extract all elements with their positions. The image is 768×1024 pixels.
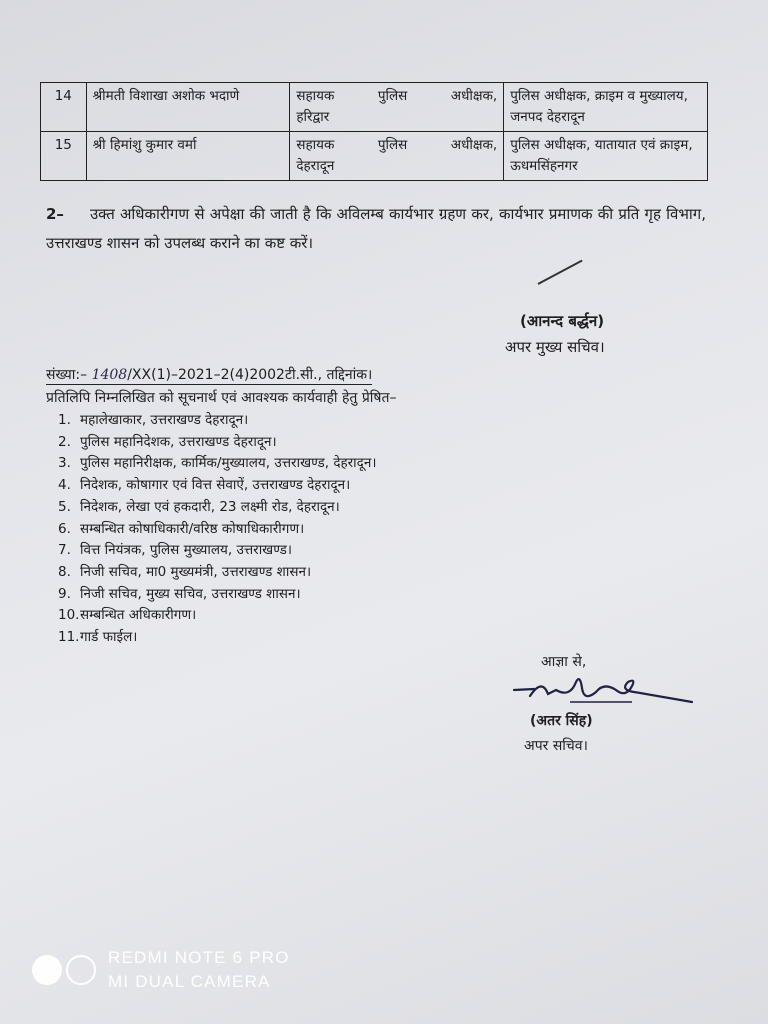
paragraph-number: 2– [46, 205, 64, 223]
current-post-word: सहायक [296, 88, 335, 104]
list-number: 1. [58, 412, 71, 428]
table-row [41, 83, 708, 132]
list-number: 9. [58, 585, 71, 602]
officer-name: श्रीमती विशाखा अशोक भदाणे [86, 83, 290, 132]
reference-number [46, 366, 372, 385]
officer-name: श्री हिमांशु कुमार वर्मा [86, 132, 290, 181]
list-item [58, 410, 376, 432]
list-item [58, 453, 376, 475]
list-text: निजी सचिव, मा0 मुख्यमंत्री, उत्तराखण्ड शासन। [80, 563, 312, 580]
current-post-word: पुलिस [377, 88, 408, 104]
signatory-name: (आनन्द बर्द्धन) [520, 312, 605, 330]
camera-type: MI DUAL CAMERA [108, 972, 271, 991]
list-number: 5. [58, 498, 71, 515]
reference-prefix: संख्या:– [46, 367, 88, 383]
list-item [58, 584, 376, 606]
list-text: सम्बन्धित अधिकारीगण। [80, 607, 197, 624]
current-post-word: अधीक्षक, [450, 88, 498, 104]
officer-transfer-table [40, 82, 708, 181]
list-number: 2. [58, 433, 71, 450]
list-number: 4. [58, 477, 71, 494]
list-number: 11. [58, 629, 80, 646]
filled-circle-icon [32, 955, 62, 985]
list-text: महालेखाकार, उत्तराखण्ड देहरादून। [80, 412, 249, 428]
list-number: 6. [58, 520, 71, 537]
table-row [41, 132, 708, 181]
reference-rest: /XX(1)–2021–2(4)2002टी.सी., तद्दिनांक। [127, 367, 373, 383]
list-item [58, 519, 376, 541]
list-number: 10. [58, 607, 80, 624]
list-text: सम्बन्धित कोषाधिकारी/वरिष्ठ कोषाधिकारीगण। [80, 520, 305, 537]
list-text: निजी सचिव, मुख्य सचिव, उत्तराखण्ड शासन। [80, 585, 301, 602]
list-text: निदेशक, लेखा एवं हकदारी, 23 लक्ष्मी रोड, देहरादून। [80, 498, 340, 515]
list-text: वित्त नियंत्रक, पुलिस मुख्यालय, उत्तराखण्ड। [80, 542, 292, 559]
copy-intro: प्रतिलिपि निम्नलिखित को सूचनार्थ एवं आवश्यक कार्यवाही हेतु प्रेषित– [46, 390, 397, 406]
list-item [58, 540, 376, 562]
current-post [290, 83, 504, 132]
list-text: पुलिस महानिरीक्षक, कार्मिक/मुख्यालय, उत्तराखण्ड, देहरादून। [80, 455, 377, 472]
list-number: 3. [58, 455, 71, 472]
current-post-location: हरिद्वार [296, 109, 330, 125]
current-post [290, 132, 504, 181]
instruction-paragraph [46, 200, 706, 258]
list-text: गार्ड फाईल। [80, 629, 138, 646]
list-number: 8. [58, 563, 71, 580]
camera-model: REDMI NOTE 6 PRO [108, 948, 290, 967]
new-post: पुलिस अधीक्षक, यातायात एवं क्राइम, ऊधमसिंहनगर [504, 132, 708, 181]
by-order-text: आज्ञा से, [541, 654, 587, 670]
handwritten-number: 1408 [91, 367, 128, 383]
list-item [58, 562, 376, 584]
current-post-word: अधीक्षक, [450, 137, 498, 153]
list-item [58, 605, 376, 627]
list-number: 7. [58, 542, 71, 559]
row-number: 14 [41, 83, 87, 132]
list-item [58, 627, 376, 649]
row-number: 15 [41, 132, 87, 181]
distribution-list [58, 410, 376, 649]
list-item [58, 432, 376, 454]
current-post-word: पुलिस [377, 137, 408, 153]
list-text: निदेशक, कोषागार एवं वित्त सेवाऐं, उत्तराखण्ड देहरादून। [80, 477, 351, 494]
signature-mark [538, 260, 583, 285]
list-item [58, 475, 376, 497]
current-post-word: सहायक [296, 137, 335, 153]
signatory-name: (अतर सिंह) [530, 713, 593, 729]
camera-watermark [32, 946, 290, 994]
ring-circle-icon [66, 955, 96, 985]
new-post: पुलिस अधीक्षक, क्राइम व मुख्यालय, जनपद देहरादून [504, 83, 708, 132]
list-text: पुलिस महानिदेशक, उत्तराखण्ड देहरादून। [80, 433, 277, 450]
signatory-title: अपर सचिव। [524, 738, 588, 754]
current-post-location: देहरादून [296, 158, 335, 174]
list-item [58, 497, 376, 519]
handwritten-signature [512, 668, 702, 714]
camera-watermark-text [108, 946, 290, 994]
signatory-title: अपर मुख्य सचिव। [505, 338, 605, 356]
paragraph-text: उक्त अधिकारीगण से अपेक्षा की जाती है कि अविलम्ब कार्यभार ग्रहण कर, कार्यभार प्रमाणक की प्रति गृह विभाग, उत्तराखण्ड शासन को उपलब्ध कराने का कष्ट करें। [46, 205, 706, 252]
